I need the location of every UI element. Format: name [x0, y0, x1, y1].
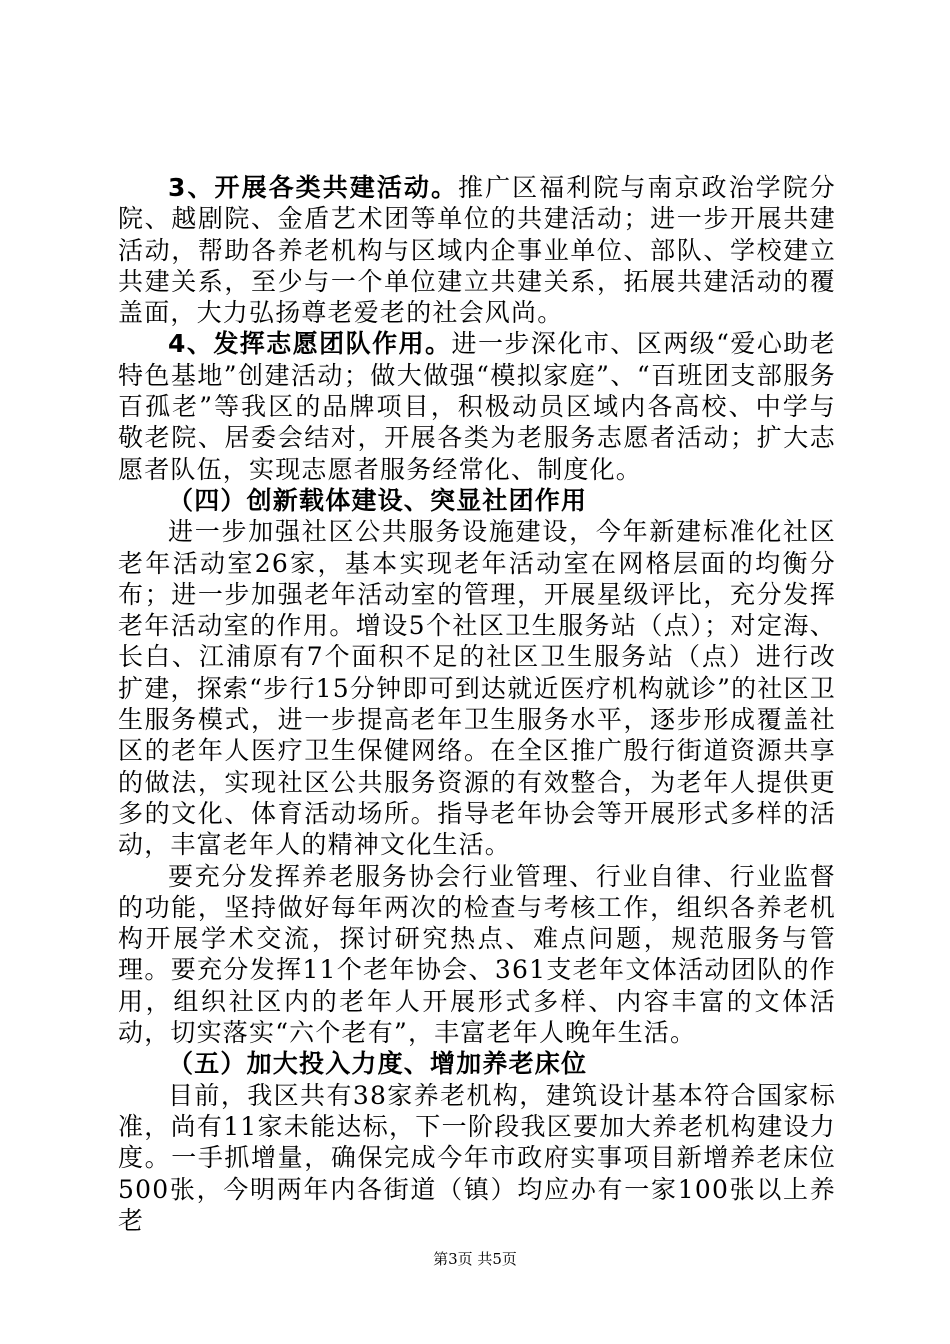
section-heading-4: （四）创新载体建设、突显社团作用	[168, 485, 588, 515]
document-body	[118, 172, 836, 1236]
section-heading-5: （五）加大投入力度、增加养老床位	[168, 1049, 588, 1079]
paragraph-lead: 4、发挥志愿团队作用。	[168, 329, 452, 359]
paragraph-lead: 3、开展各类共建活动。	[168, 173, 459, 202]
section-4-paragraph-2: 要充分发挥养老服务协会行业管理、行业自律、行业监督的功能，坚持做好每年两次的检查与考核工作，组织各养老机构开展学术交流，探讨研究热点、难点问题，规范服务与管理。要充分发挥11个老年协会、361支老年文体活动团队的作用，组织社区内的老年人开展形式多样、内容丰富的文体活动，切实落实“六个老有”，丰富老年人晚年生活。	[118, 861, 836, 1048]
page-footer: 第3页 共5页	[433, 1250, 517, 1268]
paragraph-item-4	[118, 328, 836, 484]
paragraph-text: 推广区福利院与南京政治学院分院、越剧院、金盾艺术团等单位的共建活动；进一步开展共建活动，帮助各养老机构与区域内企事业单位、部队、学校建立共建关系，至少与一个单位建立共建关系，拓展共建活动的覆盖面，大力弘扬尊老爱老的社会风尚。	[118, 173, 836, 328]
paragraph-item-3	[118, 172, 836, 328]
paragraph-text: 进一步深化市、区两级“爱心助老特色基地”创建活动；做大做强“模拟家庭”、“百班团支部服务百孤老”等我区的品牌项目，积极动员区域内各高校、中学与敬老院、居委会结对，开展各类为老服务志愿者活动；扩大志愿者队伍，实现志愿者服务经常化、制度化。	[118, 329, 836, 484]
section-4-paragraph-1: 进一步加强社区公共服务设施建设，今年新建标准化社区老年活动室26家，基本实现老年活动室在网格层面的均衡分布；进一步加强老年活动室的管理，开展星级评比，充分发挥老年活动室的作用。增设5个社区卫生服务站（点）；对定海、长白、江浦原有7个面积不足的社区卫生服务站（点）进行改扩建，探索“步行15分钟即可到达就近医疗机构就诊”的社区卫生服务模式，进一步提高老年卫生服务水平，逐步形成覆盖社区的老年人医疗卫生保健网络。在全区推广殷行街道资源共享的做法，实现社区公共服务资源的有效整合，为老年人提供更多的文化、体育活动场所。指导老年协会等开展形式多样的活动，丰富老年人的精神文化生活。	[118, 517, 836, 860]
section-5-paragraph-1: 目前，我区共有38家养老机构，建筑设计基本符合国家标准，尚有11家未能达标，下一阶段我区要加大养老机构建设力度。一手抓增量，确保完成今年市政府实事项目新增养老床位500张，今明两年内各街道（镇）均应办有一家100张以上养老	[118, 1080, 836, 1235]
